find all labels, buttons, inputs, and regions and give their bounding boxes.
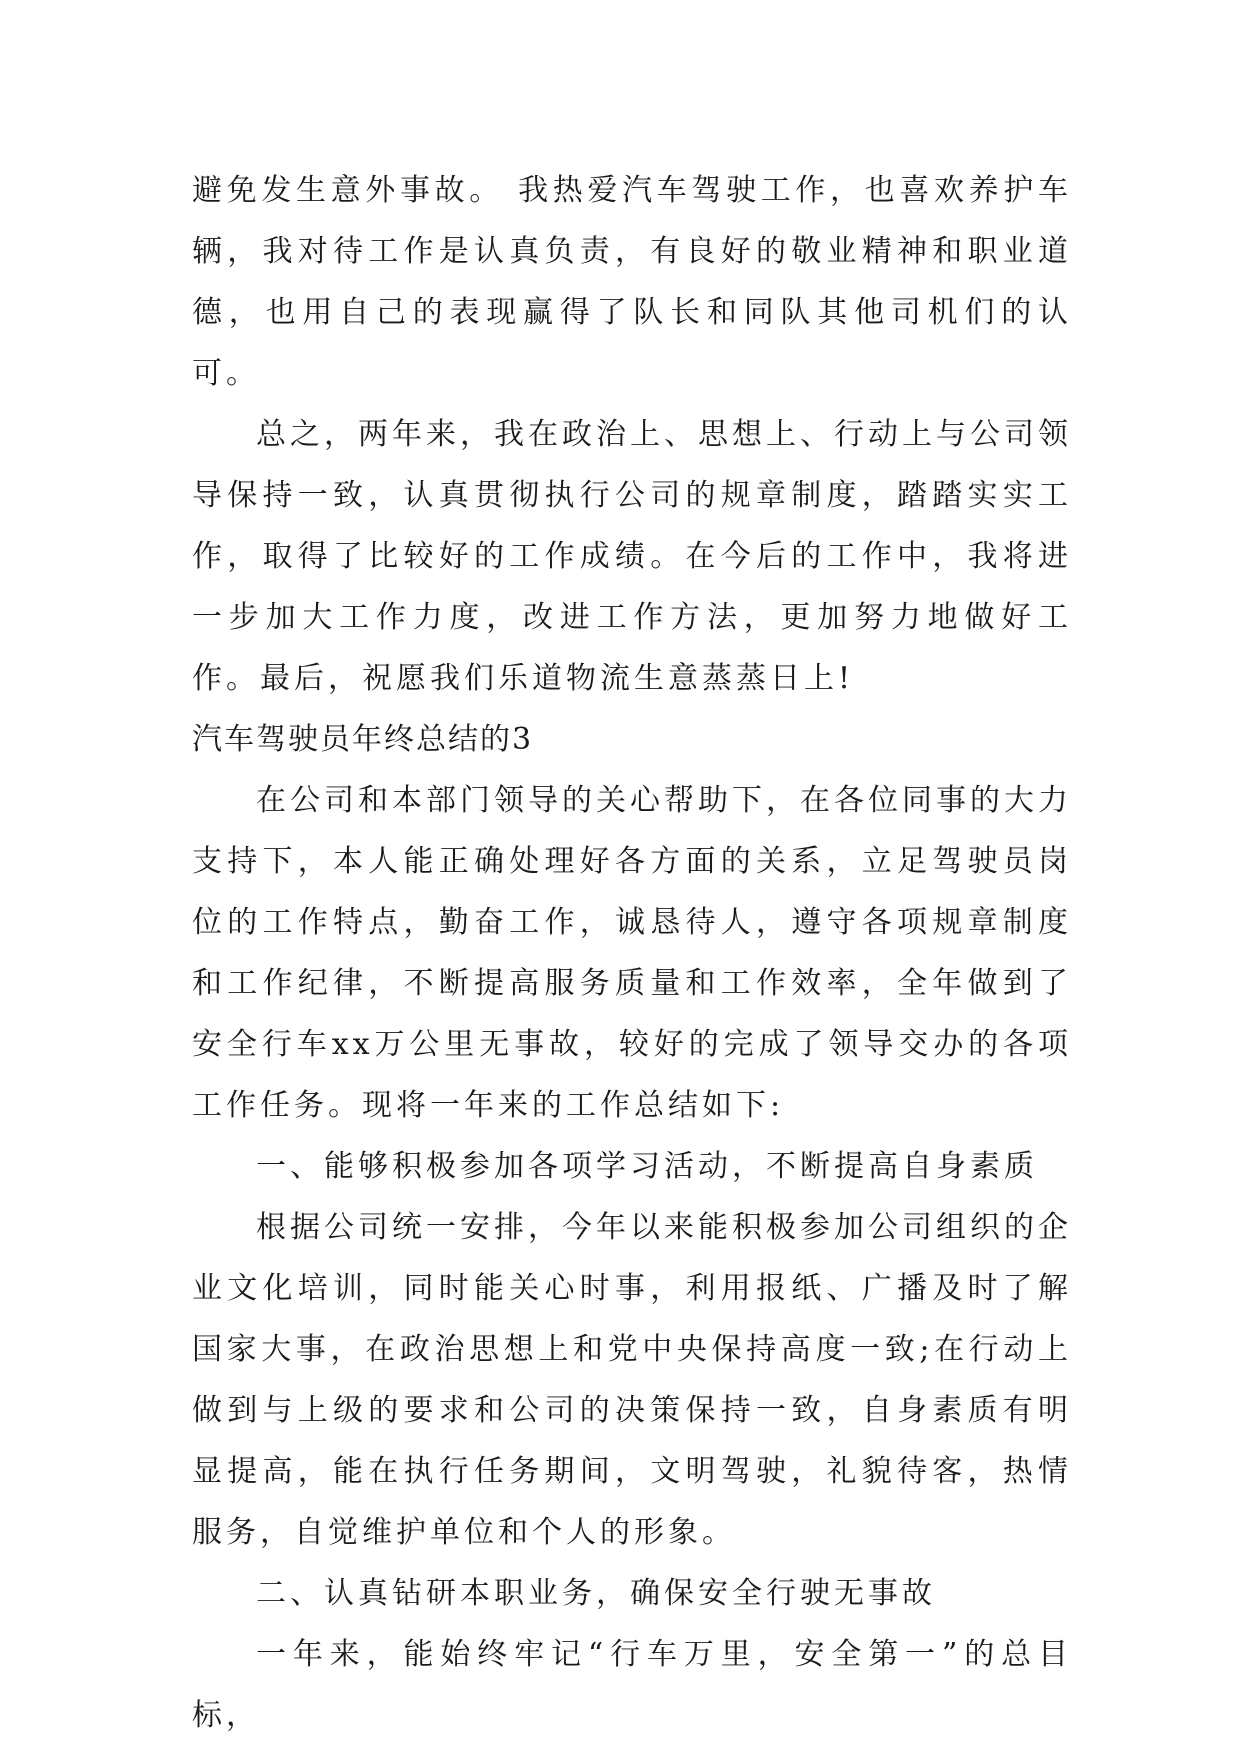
section-heading: 汽车驾驶员年终总结的3	[192, 722, 534, 757]
paragraph-study: 根据公司统一安排，今年以来能积极参加公司组织的企业文化培训，同时能关心时事，利用报纸、广播及时了解国家大事，在政治思想上和党中央保持高度一致;在行动上做到与上级的要求和公司的决策保持一致，自身素质有明显提高，能在执行任务期间，文明驾驶，礼貌待客，热情服务，自觉维护单位和个人的形象。	[192, 1210, 1072, 1550]
paragraph-summary: 总之，两年来，我在政治上、思想上、行动上与公司领导保持一致，认真贯彻执行公司的规章制度，踏踏实实工作，取得了比较好的工作成绩。在今后的工作中，我将进一步加大工作力度，改进工作方法，更加努力地做好工作。最后，祝愿我们乐道物流生意蒸蒸日上!	[192, 417, 1072, 696]
subheading-safety: 二、认真钻研本职业务，确保安全行驶无事故	[256, 1576, 936, 1611]
subheading-study: 一、能够积极参加各项学习活动，不断提高自身素质	[256, 1149, 1038, 1184]
document-body	[192, 160, 1072, 1746]
paragraph-continuation: 避免发生意外事故。 我热爱汽车驾驶工作，也喜欢养护车辆，我对待工作是认真负责，有良好的敬业精神和职业道德，也用自己的表现赢得了队长和同队其他司机们的认可。	[192, 173, 1072, 391]
paragraph-intro: 在公司和本部门领导的关心帮助下，在各位同事的大力支持下，本人能正确处理好各方面的关系，立足驾驶员岗位的工作特点，勤奋工作，诚恳待人，遵守各项规章制度和工作纪律，不断提高服务质量和工作效率，全年做到了安全行车xx万公里无事故，较好的完成了领导交办的各项工作任务。现将一年来的工作总结如下:	[192, 783, 1072, 1123]
paragraph-safety: 一年来，能始终牢记“行车万里，安全第一”的总目标，	[192, 1637, 1072, 1733]
